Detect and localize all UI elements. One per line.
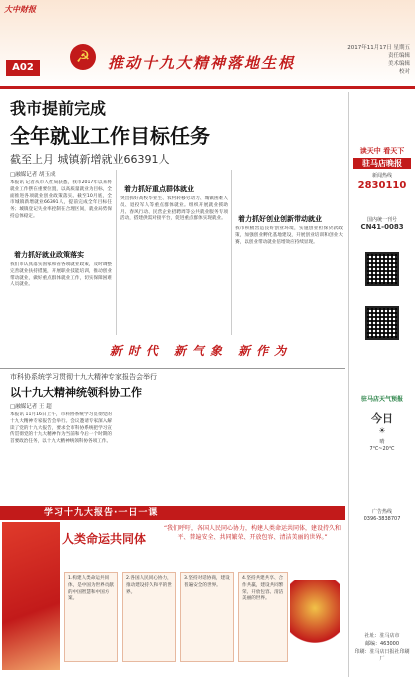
- column-divider: [116, 170, 117, 335]
- section-body: 我市积极营造良好创业环境，实施创业担保贷款政策，加强创业孵化基地建设，开展创业培训和创业大赛，以创业带动就业倍增效应持续显现。: [235, 226, 343, 245]
- today-weather: 晴: [379, 439, 385, 445]
- today-temp: 7℃~20℃: [369, 446, 395, 452]
- weather-sun-icon: ☀: [378, 426, 386, 435]
- study-card: 3.坚持对话协商，建设普遍安全的世界。: [180, 572, 234, 662]
- lead-headline-line2: 全年就业工作目标任务: [10, 124, 210, 148]
- lantern-image: [290, 580, 340, 650]
- second-body-col3: [235, 386, 343, 502]
- cn-label: 国内统一刊号: [366, 217, 397, 223]
- ad-phone: 0396-3838707: [363, 516, 401, 522]
- section-title: 着力抓好创业创新带动就业: [238, 215, 322, 223]
- footer-line: 社址：驻马店市: [364, 633, 400, 639]
- study-card: 4.坚持共建共享、合作共赢，建设共同繁荣、开放包容、清洁美丽的世界。: [238, 572, 288, 662]
- second-headline: 以十九大精神统领科协工作: [10, 386, 142, 399]
- second-body-col2: [120, 386, 228, 502]
- section-title: 着力抓好重点群体就业: [124, 185, 194, 193]
- newspaper-logo: 大中财报: [4, 5, 36, 14]
- sidebar-tagline: 读天中 看天下: [359, 147, 405, 155]
- lead-body: 本报讯 记者从市人社局获悉，我市2017年以来将就业工作摆在重要位置，以高质量就业为目标，全面推进各项就业创业政策落实。截至10月底，全市城镇新增就业66391人，提前完成全年目标任务；城镇登记失业率控制在合理区间，就业局势保持总体稳定。: [10, 180, 112, 219]
- study-bar-title: 学习十九大报告·一日一课: [44, 508, 159, 518]
- cn-code: CN41-0083: [360, 223, 404, 231]
- column-divider: [231, 170, 232, 335]
- hotline-label: 新闻热线: [371, 173, 392, 179]
- section-body: 突出抓好高校毕业生、农村转移劳动力、城镇困难人员、退役军人等重点群体就业。组织开展就业援助月、春风行动、民营企业招聘周等公共就业服务专项活动，搭建供需对接平台，促进重点群体实现就业。: [120, 196, 228, 222]
- section-title: 着力抓好就业政策落实: [14, 251, 84, 259]
- weather-title: 驻马店天气预报: [360, 396, 403, 403]
- community-title: 人类命运共同体: [62, 532, 147, 546]
- date-box: [330, 44, 410, 76]
- sidebar-paper-name: 驻马店晚报: [353, 158, 411, 169]
- footer-line: 印刷：驻马店日报社印刷厂: [354, 649, 410, 662]
- hotline-number: 2830110: [357, 180, 407, 191]
- qr-code-icon: [365, 306, 399, 340]
- second-byline: □融媒记者 王 超: [10, 404, 52, 410]
- today-label: 今日: [371, 412, 393, 425]
- report-quote: “我们呼吁，各国人民同心协力，构建人类命运共同体，建设持久和平、普遍安全、共同繁荣、开放包容、清洁美丽的世界。”: [163, 525, 342, 541]
- section-body: 我们市认真落实国家和省各项就业政策，及时调整完善就业扶持措施，开展职业技能培训，推动创业带动就业，做好重点群体就业工作，切实保障困难人员就业。: [10, 262, 112, 288]
- section-body-continued: [235, 180, 343, 210]
- header-divider: [0, 86, 415, 89]
- date-line: 校对: [398, 69, 410, 75]
- lead-headline-line1: 我市提前完成: [10, 99, 107, 118]
- qr-code-icon: [365, 252, 399, 286]
- date-line: 责任编辑: [387, 53, 410, 59]
- study-card: 1.构建人类命运共同体，是中国为世界贡献的中国智慧和中国方案。: [64, 572, 118, 662]
- lead-byline: □融媒记者 胡玉成: [10, 172, 56, 178]
- study-card: 2.各国人民同心协力，推动建设持久和平的世界。: [122, 572, 176, 662]
- second-kicker: 市科协系统学习贯彻十九大精神专家报告会举行: [10, 373, 157, 381]
- second-body: 本报讯 11月16日上午，市科协系统学习贯彻党的十九大精神专家报告会举行。会议邀请专家深入解读了党的十九大报告，要求全市科协系统把学习宣传贯彻党的十九大精神作为当前和今后一个时期的首要政治任务，以十九大精神统领科协各项工作。: [10, 412, 112, 445]
- lead-subhead: 截至上月 城镇新增就业66391人: [10, 153, 170, 166]
- slogan-banner: 新时代 新气象 新作为: [109, 344, 293, 358]
- footer-line: 邮编：463000: [364, 641, 400, 647]
- right-sidebar: [348, 92, 415, 677]
- date-line: 2017年11月17日 星期五: [347, 45, 410, 51]
- ad-label: 广告热线: [371, 509, 392, 515]
- page-number: A02: [6, 60, 40, 76]
- party-flag-image: [2, 522, 60, 670]
- article-divider: [0, 368, 345, 369]
- date-line: 美术编辑: [387, 61, 410, 67]
- page-banner: 推动十九大精神落地生根: [108, 54, 296, 72]
- party-emblem-icon: ☭: [70, 44, 96, 70]
